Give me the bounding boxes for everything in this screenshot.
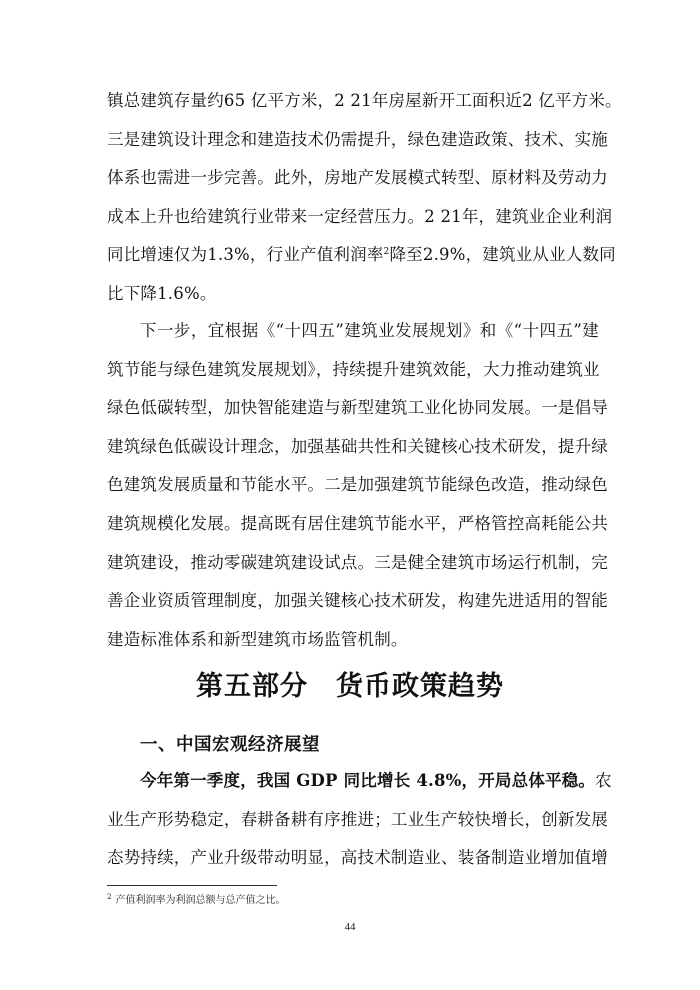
text-line: 三是建筑设计理念和建造技术仍需提升，绿色建造政策、技术、实施 bbox=[107, 129, 608, 149]
footnote-divider bbox=[107, 885, 277, 886]
text-line: 色建筑发展质量和节能水平。二是加强建筑节能绿色改造，推动绿色 bbox=[107, 475, 608, 495]
page-number: 44 bbox=[344, 921, 356, 933]
text-segment: 同比增速仅为1.3%，行业产值利润率 bbox=[107, 245, 384, 265]
footnote-text: 产值利润率为利润总额与总产值之比。 bbox=[115, 895, 286, 906]
paragraph-macro-outlook bbox=[107, 762, 612, 878]
text-line: 筑节能与绿色建筑发展规划》，持续提升建筑效能，大力推动建筑业 bbox=[107, 359, 600, 379]
text-line: 建筑绿色低碳设计理念，加强基础共性和关键核心技术研发，提升绿 bbox=[107, 436, 608, 456]
text-line-with-footnote bbox=[107, 236, 616, 275]
paragraph-next-steps bbox=[107, 312, 608, 659]
text-line: 善企业资质管理制度，加强关键核心技术研发，构建先进适用的智能 bbox=[107, 591, 608, 611]
footnote-marker: 2 bbox=[107, 893, 112, 901]
text-line: 业生产形势稳定，春耕备耕有序推进；工业生产较快增长，创新发展 bbox=[107, 809, 608, 829]
text-segment: 农 bbox=[595, 771, 612, 790]
footnote-reference[interactable]: 2 bbox=[383, 247, 390, 258]
text-line: 比下降1.6%。 bbox=[107, 283, 217, 303]
text-line: 态势持续，产业升级带动明显，高技术制造业、装备制造业增加值增 bbox=[107, 848, 608, 868]
part-heading: 第五部分 货币政策趋势 bbox=[196, 671, 504, 702]
text-line: 镇总建筑存量约65 亿平方米，2 21年房屋新开工面积近2 亿平方米。 bbox=[107, 91, 622, 110]
text-line bbox=[107, 762, 612, 801]
footnote bbox=[107, 891, 285, 906]
text-segment: 降至2.9%，建筑业从业人数同 bbox=[389, 245, 616, 265]
text-line: 建造标准体系和新型建筑市场监管机制。 bbox=[107, 629, 408, 649]
text-line: 体系也需进一步完善。此外，房地产发展模式转型、原材料及劳动力 bbox=[107, 168, 608, 188]
section-heading: 一、中国宏观经济展望 bbox=[140, 735, 320, 755]
text-line: 下一步，宜根据《“十四五”建筑业发展规划》和《“十四五”建 bbox=[140, 321, 599, 340]
text-line: 建筑建设，推动零碳建筑建设试点。三是健全建筑市场运行机制，完 bbox=[107, 552, 608, 572]
paragraph-building-industry bbox=[107, 82, 622, 314]
text-line: 建筑规模化发展。提高既有居住建筑节能水平，严格管控高耗能公共 bbox=[107, 513, 608, 533]
bold-lead-sentence: 今年第一季度，我国 GDP 同比增长 4.8%，开局总体平稳。 bbox=[140, 771, 596, 790]
text-line: 绿色低碳转型，加快智能建造与新型建筑工业化协同发展。一是倡导 bbox=[107, 398, 608, 418]
text-line: 成本上升也给建筑行业带来一定经营压力。2 21年，建筑业企业利润 bbox=[107, 206, 613, 226]
